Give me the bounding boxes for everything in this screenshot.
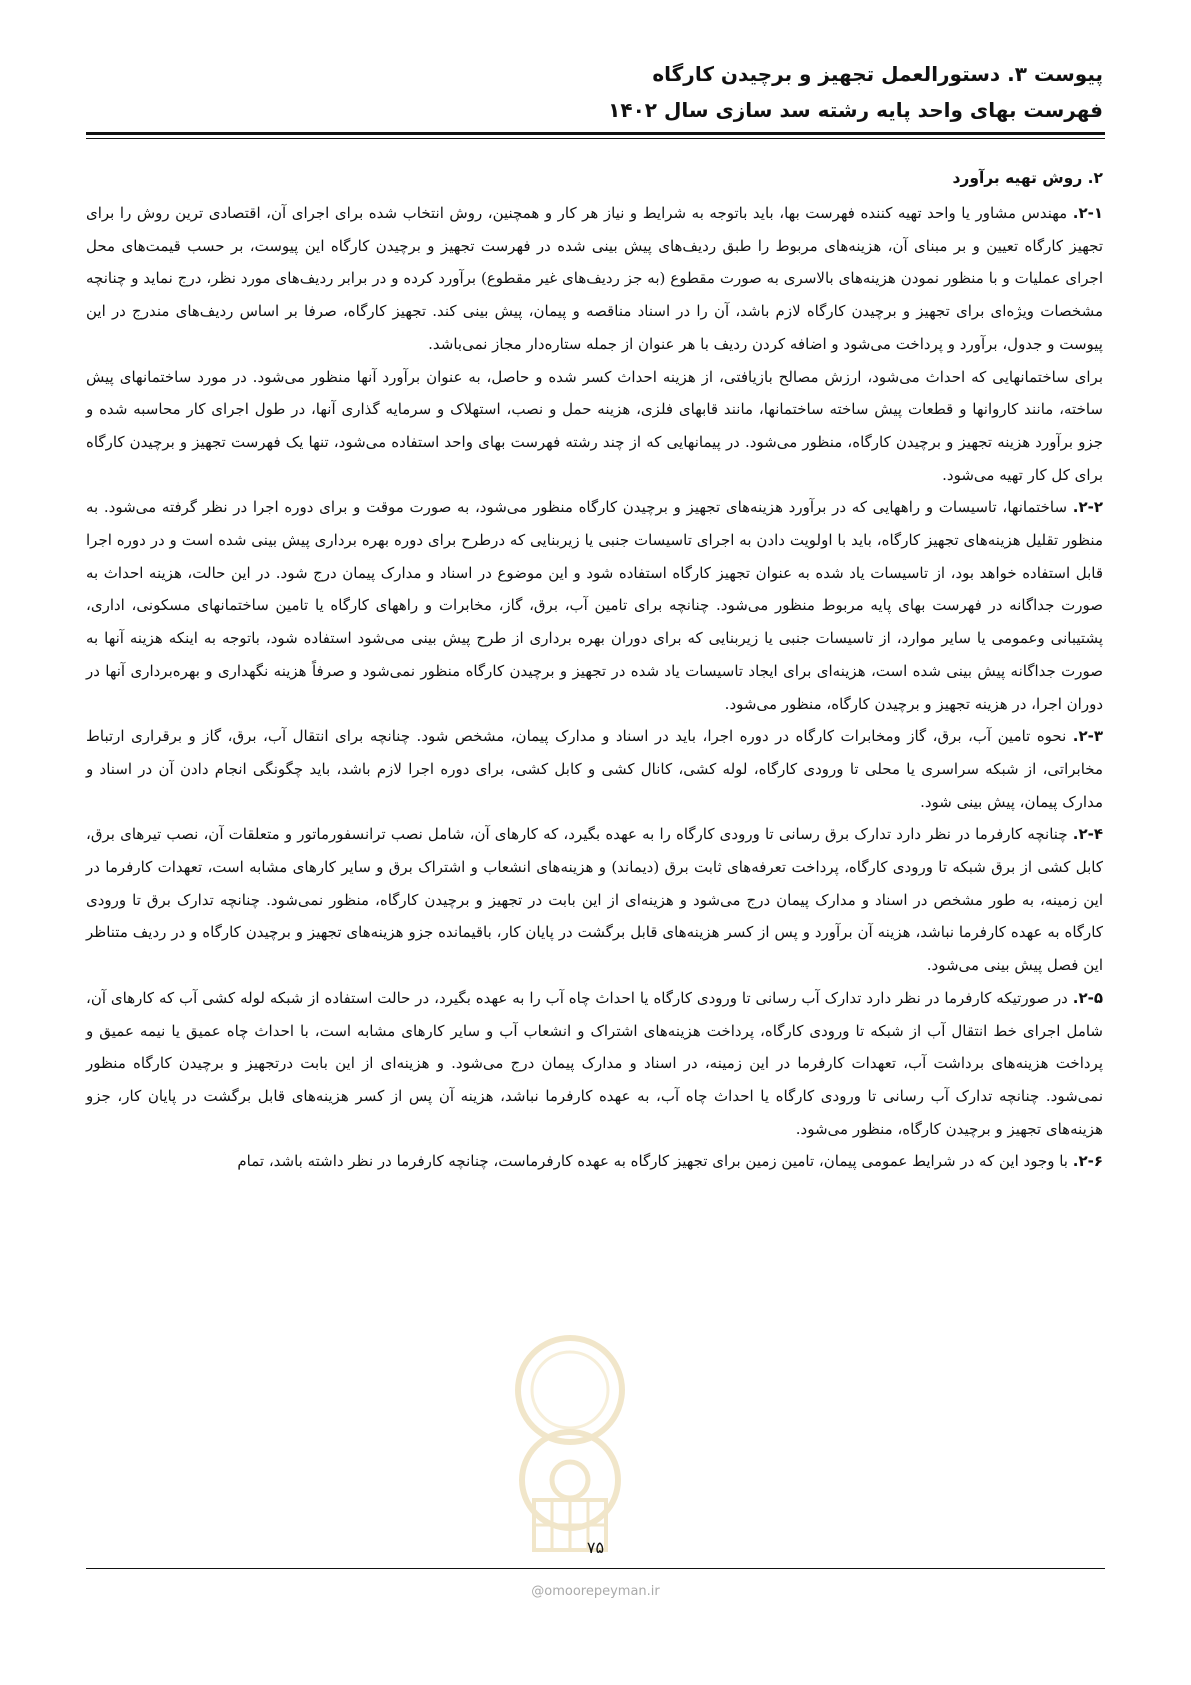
- header-divider-thin: [86, 138, 1105, 139]
- paragraph-number: ۲-۳.: [1072, 727, 1103, 746]
- paragraph-text: برای ساختمانهایی که احداث می‌شود، ارزش مصالح بازیافتی، از هزینه احداث کسر شده و حاصل، به عنوان برآورد آنها منظور می‌شود. در مورد ساختمانهای پیش ساخته، مانند کاروانها و قطعات پیش ساخته ساختمانها، مانند قابهای فلزی، هزینه حمل و نصب، استهلاک و سرمایه گذاری آنها، در طول اجرای کار محاسبه شده و جزو برآورد هزینه تجهیز و برچیدن کارگاه، منظور می‌شود. در پیمانهایی که از چند رشته فهرست بهای واحد استفاده می‌شود، تنها یک فهرست تجهیز و برچیدن کارگاه برای کل کار تهیه می‌شود.: [86, 367, 1103, 484]
- paragraph-number: ۲-۵.: [1072, 988, 1103, 1007]
- paragraph-text: مهندس مشاور یا واحد تهیه کننده فهرست بها، باید باتوجه به شرایط و نیاز هر کار و همچنین، روش انتخاب شده برای اجرای آن، اقتصادی ترین روش را برای تجهیز کارگاه تعیین و بر مبنای آن، هزینه‌های مربوط را طبق ردیف‌های پیش بینی شده در فهرست تجهیز و برچیدن کارگاه این پیوست، بر حسب قیمت‌های محل اجرای عملیات و با منظور نمودن هزینه‌های بالاسری به صورت مقطوع (به جز ردیف‌های غیر مقطوع) برآورد کرده و در برابر ردیف‌های مورد نظر، درج نماید و چنانچه مشخصات ویژه‌ای برای تجهیز و برچیدن کارگاه لازم باشد، آن را در اسناد مناقصه و پیمان، پیش بینی کند. تجهیز کارگاه، صرفا بر اساس ردیف‌های مندرج در این پیوست و جدول، برآورد و پرداخت می‌شود و اضافه کردن ردیف با هر عنوان از جمله ستاره‌دار مجاز نمی‌باشد.: [86, 204, 1103, 353]
- header-divider-thick: [86, 132, 1105, 135]
- paragraph-2-1-continued: [86, 361, 1103, 492]
- paragraph-2-6: [86, 1145, 1103, 1178]
- footer-divider: [86, 1568, 1105, 1569]
- page-body: [86, 163, 1103, 1178]
- paragraph-text: با وجود این که در شرایط عمومی پیمان، تامین زمین برای تجهیز کارگاه به عهده کارفرماست، چنانچه کارفرما در نظر داشته باشد، تمام: [237, 1152, 1073, 1171]
- paragraph-number: ۲-۲.: [1072, 498, 1103, 517]
- page-header: [86, 56, 1103, 128]
- paragraph-2-1: [86, 197, 1103, 361]
- header-title-pricelist: فهرست بهای واحد پایه رشته سد سازی سال ۱۴۰۲: [608, 98, 1103, 122]
- paragraph-2-3: [86, 720, 1103, 818]
- website-watermark: @omoorepeyman.ir: [531, 1584, 660, 1599]
- paragraph-text: چنانچه کارفرما در نظر دارد تدارک برق رسانی تا ورودی کارگاه را به عهده بگیرد، که کارهای آن، شامل نصب ترانسفورماتور و متعلقات آن، نصب تیرهای برق، کابل کشی از برق شبکه تا ورودی کارگاه، پرداخت تعرفه‌های ثابت برق (دیماند) و هزینه‌های انشعاب و اشتراک برق و سایر کارهای مشابه است، تعهدات کارفرما در این زمینه، به طور مشخص در اسناد و مدارک پیمان درج می‌شود و هزینه‌ای از این بابت در تجهیز و برچیدن کارگاه، منظور نمی‌شود. چنانچه تدارک برق تا ورودی کارگاه به عهده کارفرما نباشد، هزینه آن برآورد و پس از کسر هزینه‌های قابل برگشت در پایان کار، باقیمانده جزو هزینه‌های تجهیز و برچیدن کارگاه و در ردیف متناظر این فصل پیش بینی می‌شود.: [86, 825, 1103, 975]
- watermark-seal-icon: [470, 1330, 670, 1560]
- paragraph-2-2: [86, 491, 1103, 720]
- header-title-appendix: پیوست ۳. دستورالعمل تجهیز و برچیدن کارگاه: [652, 62, 1103, 86]
- paragraph-number: ۲-۱.: [1072, 204, 1103, 222]
- paragraph-number: ۲-۴.: [1072, 825, 1103, 844]
- paragraph-text: ساختمانها، تاسیسات و راههایی که در برآورد هزینه‌های تجهیز و برچیدن کارگاه منظور می‌شود، به صورت موقت و برای دوره اجرا در نظر گرفته می‌شود. به منظور تقلیل هزینه‌های تجهیز کارگاه، باید با اولویت دادن به اجرای تاسیسات جنبی یا زیربنایی که درطرح برای دوره بهره برداری پیش بینی شده است و در دوره اجرا قابل استفاده خواهد بود، از تاسیسات یاد شده به عنوان تجهیز کارگاه استفاده شود و این موضوع در اسناد و مدارک پیمان درج شود. در این حالت، هزینه احداث به صورت جداگانه در فهرست بهای پایه مربوط منظور می‌شود. چنانچه برای تامین آب، برق، گاز، مخابرات و راههای کارگاه یا تامین ساختمانهای مسکونی، اداری، پشتیبانی وعمومی یا سایر موارد، از تاسیسات جنبی یا زیربنایی که برای دوران بهره برداری از طرح پیش بینی می‌شود استفاده شود، باتوجه به اینکه هزینه آنها به صورت جداگانه پیش بینی شده است، هزینه‌ای برای ایجاد تاسیسات یاد شده در تجهیز و برچیدن کارگاه منظور نمی‌شود و صرفاً هزینه نگهداری و بهره‌برداری آنها در دوران اجرا، در هزینه تجهیز و برچیدن کارگاه، منظور می‌شود.: [86, 498, 1103, 713]
- page-number: ۷۵: [586, 1538, 605, 1557]
- paragraph-2-4: [86, 818, 1103, 982]
- paragraph-text: نحوه تامین آب، برق، گاز ومخابرات کارگاه در دوره اجرا، باید در اسناد و مدارک پیمان، مشخص شود. چنانچه برای انتقال آب، برق، گاز و برقراری ارتباط مخابراتی، از شبکه سراسری یا محلی تا ورودی کارگاه، لوله کشی، کانال کشی و کابل کشی، برای دوره اجرا لازم باشد، باید چگونگی انجام دادن آن در اسناد و مدارک پیمان، پیش بینی شود.: [86, 727, 1103, 811]
- paragraph-number: ۲-۶.: [1072, 1152, 1103, 1171]
- section-title: ۲. روش تهیه برآورد: [952, 169, 1103, 187]
- paragraph-text: در صورتیکه کارفرما در نظر دارد تدارک آب رسانی تا ورودی کارگاه یا احداث چاه آب را به عهده بگیرد، در حالت استفاده از شبکه لوله کشی آب که کارهای آن، شامل اجرای خط انتقال آب از شبکه تا ورودی کارگاه، پرداخت هزینه‌های اشتراک و انشعاب آب و سایر کارهای مشابه است، با احداث چاه عمیق یا نیمه عمیق و پرداخت هزینه‌های برداشت آب، تعهدات کارفرما در این زمینه، در اسناد و مدارک پیمان درج می‌شود. و هزینه‌ای از این بابت درتجهیز و برچیدن کارگاه منظور نمی‌شود. چنانچه تدارک آب رسانی تا ورودی کارگاه یا احداث چاه آب، به عهده کارفرما نباشد، هزینه آن پس از کسر هزینه‌های قابل برگشت در پایان کار، جزو هزینه‌های تجهیز و برچیدن کارگاه، منظور می‌شود.: [86, 988, 1103, 1138]
- paragraph-2-5: [86, 982, 1103, 1146]
